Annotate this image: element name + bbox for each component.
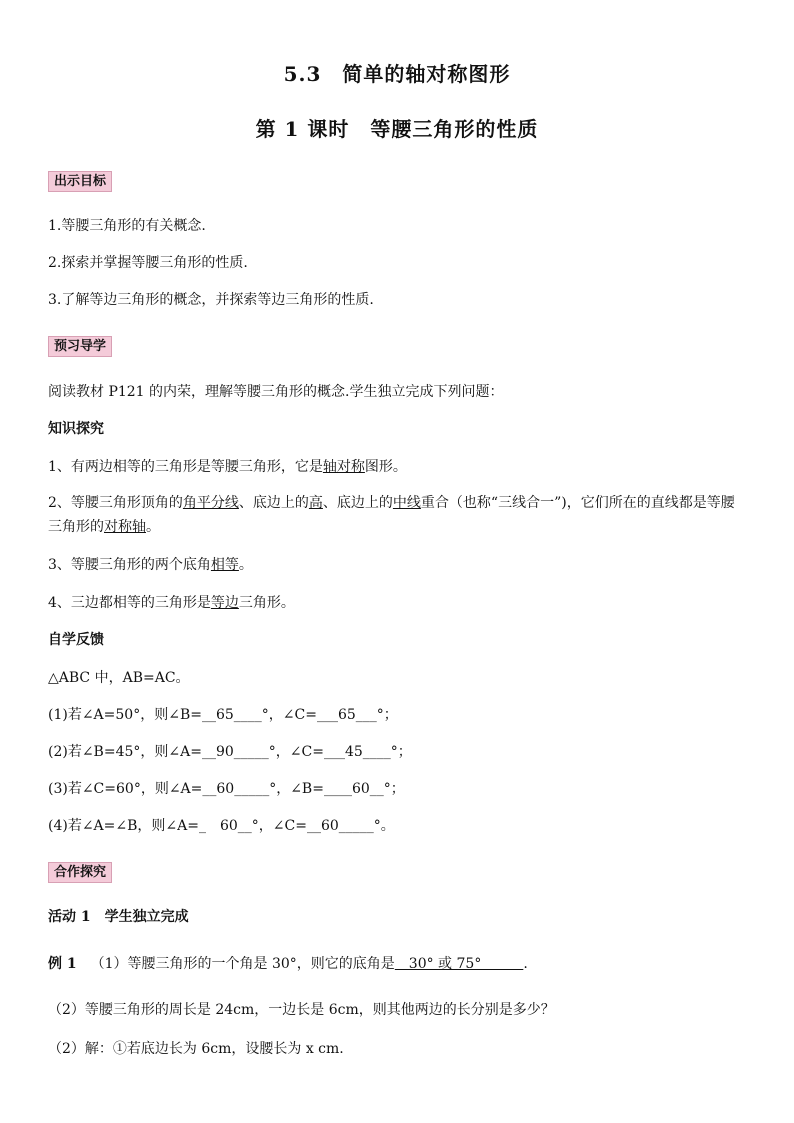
- feedback-heading: 自学反馈: [48, 632, 104, 648]
- knowledge-item-2-answer-3: 中线: [392, 495, 421, 511]
- feedback-question-4: (4)若∠A=∠B，则∠A=_ 60__°，∠C=__60_____°。: [48, 818, 395, 834]
- feedback-question-1: (1)若∠A=50°，则∠B=__65____°，∠C=___65___°；: [48, 707, 398, 723]
- knowledge-item-2-text-a: 2、等腰三角形顶角的: [48, 495, 183, 511]
- example-label: 例 1: [48, 956, 77, 972]
- activity-heading: 活动 1 学生独立完成: [48, 909, 189, 925]
- example-text: （1）等腰三角形的一个角是 30°，则它的底角是: [90, 956, 395, 972]
- knowledge-item-2-text-c: 、底边上的: [322, 495, 393, 511]
- knowledge-item-2-text-b: 、底边上的: [238, 495, 309, 511]
- page-title: 5.3 简单的轴对称图形: [283, 62, 511, 86]
- knowledge-item-3-answer: 相等: [210, 557, 239, 573]
- knowledge-item-2-answer-1: 角平分线: [182, 495, 239, 511]
- example-solution: （2）解：①若底边长为 6cm，设腰长为 x cm.: [48, 1041, 344, 1057]
- example-question-2: （2）等腰三角形的周长是 24cm，一边长是 6cm，则其他两边的长分别是多少？: [48, 1002, 555, 1018]
- knowledge-item-4-answer: 等边: [210, 595, 239, 611]
- section-tag-preview: 预习导学: [48, 336, 112, 357]
- knowledge-item-2: [48, 491, 748, 539]
- knowledge-item-4: [48, 593, 758, 613]
- knowledge-item-4-text-b: 三角形。: [238, 595, 295, 611]
- knowledge-item-3-text-b: 。: [238, 557, 253, 573]
- knowledge-item-2-text-d: 重合（也称“三线合一”)，它们所在的直线都是等腰三角形的: [48, 495, 735, 535]
- knowledge-item-2-text-e: 。: [146, 519, 160, 535]
- knowledge-heading: 知识探究: [48, 421, 104, 437]
- goal-item-2: 2.探索并掌握等腰三角形的性质.: [48, 255, 248, 271]
- knowledge-item-2-answer-2: 高: [308, 495, 323, 511]
- section-tag-coop: 合作探究: [48, 862, 112, 883]
- goal-item-1: 1.等腰三角形的有关概念.: [48, 218, 206, 234]
- example-answer: 30° 或 75°: [394, 956, 524, 972]
- knowledge-item-3-text-a: 3、等腰三角形的两个底角: [48, 557, 211, 573]
- knowledge-item-4-text-a: 4、三边都相等的三角形是: [48, 595, 211, 611]
- example-1: [48, 954, 758, 974]
- knowledge-item-1-text-b: 图形。: [364, 459, 407, 475]
- feedback-question-3: (3)若∠C=60°，则∠A=__60_____°，∠B=____60__°；: [48, 781, 405, 797]
- feedback-given: △ABC 中，AB=AC。: [48, 670, 190, 686]
- knowledge-item-1-answer: 轴对称: [322, 459, 365, 475]
- knowledge-item-1: [48, 457, 758, 477]
- knowledge-item-3: [48, 555, 758, 575]
- knowledge-item-2-answer-4: 对称轴: [104, 519, 146, 535]
- section-tag-goals: 出示目标: [48, 171, 112, 192]
- goal-item-3: 3.了解等边三角形的概念，并探索等边三角形的性质.: [48, 292, 374, 308]
- feedback-question-2: (2)若∠B=45°，则∠A=__90_____°，∠C=___45____°；: [48, 744, 412, 760]
- example-end: .: [523, 956, 528, 972]
- preview-intro: 阅读教材 P121 的内荣，理解等腰三角形的概念.学生独立完成下列问题：: [48, 384, 504, 400]
- knowledge-item-1-text-a: 1、有两边相等的三角形是等腰三角形，它是: [48, 459, 323, 475]
- page-subtitle: 第 1 课时 等腰三角形的性质: [255, 117, 539, 141]
